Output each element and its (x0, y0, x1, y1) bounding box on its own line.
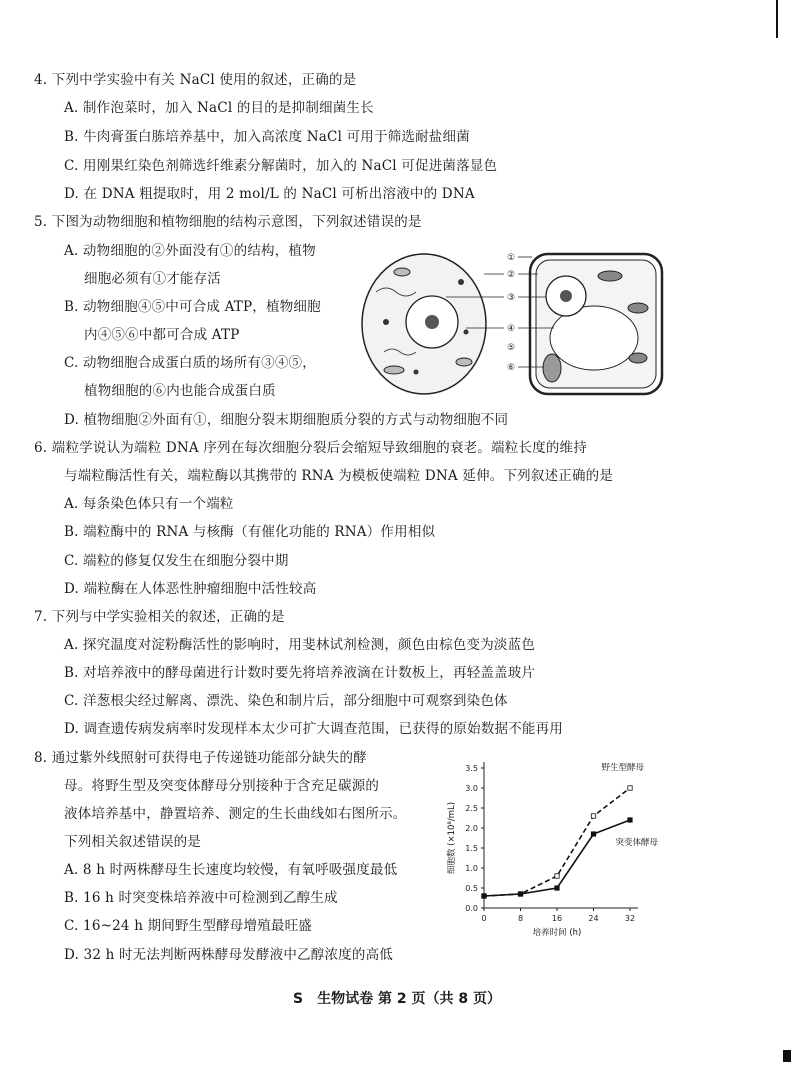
label-1: ① (507, 253, 516, 263)
y-axis-label: 细胞数 (×10⁸/mL) (447, 801, 457, 875)
q7-option-d: D. 调查遗传病发病率时发现样本太少可扩大调查范围，已获得的原始数据不能再用 (64, 721, 564, 737)
y-tick-label: 2.0 (465, 824, 478, 833)
y-tick-label: 0.0 (465, 904, 478, 913)
q8-stem-line2: 母。将野生型及突变体酵母分别接种于含充足碳源的 (64, 778, 380, 794)
cell-structure-diagram (356, 242, 668, 402)
y-tick-label: 3.0 (465, 784, 478, 793)
page-footer: S 生物试卷 第 2 页（共 8 页） (293, 991, 501, 1007)
q6-stem-line2: 与端粒酶活性有关，端粒酶以其携带的 RNA 为模板使端粒 DNA 延伸。下列叙述正确的是 (64, 468, 614, 484)
q4-option-b: B. 牛肉膏蛋白胨培养基中，加入高浓度 NaCl 可用于筛选耐盐细菌 (64, 129, 470, 145)
data-point (555, 874, 559, 878)
y-tick-label: 0.5 (465, 884, 478, 893)
data-point (482, 894, 486, 898)
series-line-mutant (484, 820, 630, 896)
label-3: ③ (507, 293, 516, 303)
q5-option-d: D. 植物细胞②外面有①，细胞分裂末期细胞质分裂的方式与动物细胞不同 (64, 412, 509, 428)
data-point (628, 818, 632, 822)
q7-option-c: C. 洋葱根尖经过解离、漂洗、染色和制片后，部分细胞中可观察到染色体 (64, 693, 508, 709)
q8-option-a: A. 8 h 时两株酵母生长速度均较慢，有氧呼吸强度最低 (64, 862, 398, 878)
q4-option-a: A. 制作泡菜时，加入 NaCl 的目的是抑制细菌生长 (64, 100, 374, 116)
q5-option-b-line2: 内④⑤⑥中都可合成 ATP (84, 327, 240, 343)
x-tick-label: 0 (481, 914, 487, 923)
data-point (518, 892, 522, 896)
plant-mitochondrion (543, 354, 561, 382)
scan-edge-mark (776, 0, 778, 38)
label-5: ⑤ (507, 343, 516, 353)
q7-stem: 7. 下列与中学实验相关的叙述，正确的是 (34, 609, 285, 625)
data-point (628, 786, 632, 790)
y-tick-label: 3.5 (465, 764, 478, 773)
q4-option-d: D. 在 DNA 粗提取时，用 2 mol/L 的 NaCl 可析出溶液中的 DNA (64, 186, 475, 202)
q5-option-b-line1: B. 动物细胞④⑤中可合成 ATP，植物细胞 (64, 299, 321, 315)
data-point (555, 886, 559, 890)
q7-option-a: A. 探究温度对淀粉酶活性的影响时，用斐林试剂检测，颜色由棕色变为淡蓝色 (64, 637, 536, 653)
data-point (591, 814, 595, 818)
q8-option-b: B. 16 h 时突变株培养液中可检测到乙醇生成 (64, 890, 338, 906)
q8-stem-line4: 下列相关叙述错误的是 (64, 834, 201, 850)
label-4: ④ (507, 324, 516, 334)
q5-option-a-line1: A. 动物细胞的②外面没有①的结构，植物 (64, 243, 316, 259)
data-point (591, 832, 595, 836)
x-tick-label: 32 (624, 914, 636, 923)
plant-chloroplast (598, 271, 622, 281)
q6-option-b: B. 端粒酶中的 RNA 与核酶（有催化功能的 RNA）作用相似 (64, 524, 436, 540)
x-tick-label: 16 (551, 914, 563, 923)
scan-corner-mark (783, 1050, 791, 1062)
y-tick-label: 2.5 (465, 804, 478, 813)
q6-stem-line1: 6. 端粒学说认为端粒 DNA 序列在每次细胞分裂后会缩短导致细胞的衰老。端粒长度的维持 (34, 440, 587, 456)
q6-option-a: A. 每条染色体只有一个端粒 (64, 496, 234, 512)
q8-option-d: D. 32 h 时无法判断两株酵母发酵液中乙醇浓度的高低 (64, 947, 393, 963)
q7-option-b: B. 对培养液中的酵母菌进行计数时要先将培养液滴在计数板上，再轻盖盖玻片 (64, 665, 536, 681)
y-tick-label: 1.0 (465, 864, 478, 873)
growth-curve-chart (432, 752, 662, 942)
q8-option-c: C. 16~24 h 期间野生型酵母增殖最旺盛 (64, 918, 312, 934)
q8-stem-line1: 8. 通过紫外线照射可获得电子传递链功能部分缺失的酵 (34, 750, 367, 766)
x-tick-label: 24 (588, 914, 599, 923)
q6-option-c: C. 端粒的修复仅发生在细胞分裂中期 (64, 553, 289, 569)
animal-mitochondrion (384, 366, 404, 374)
legend-mutant: 突变体酵母 (615, 838, 658, 848)
q5-option-a-line2: 细胞必须有①才能存活 (84, 271, 221, 287)
q5-option-c-line1: C. 动物细胞合成蛋白质的场所有③④⑤， (64, 355, 316, 371)
q4-option-c: C. 用刚果红染色剂筛选纤维素分解菌时，加入的 NaCl 可促进菌落显色 (64, 158, 498, 174)
label-2: ② (507, 270, 516, 280)
series-line-wild-type (484, 788, 630, 896)
q6-option-d: D. 端粒酶在人体恶性肿瘤细胞中活性较高 (64, 581, 317, 597)
q4-stem: 4. 下列中学实验中有关 NaCl 使用的叙述，正确的是 (34, 72, 357, 88)
q8-stem-line3: 液体培养基中，静置培养、测定的生长曲线如右图所示。 (64, 806, 407, 822)
q5-stem: 5. 下图为动物细胞和植物细胞的结构示意图，下列叙述错误的是 (34, 214, 422, 230)
x-axis-label: 培养时间 (h) (532, 928, 582, 938)
legend-wild-type: 野生型酵母 (601, 763, 644, 773)
y-tick-label: 1.5 (465, 844, 478, 853)
label-6: ⑥ (507, 363, 516, 373)
x-tick-label: 8 (517, 914, 524, 923)
q5-option-c-line2: 植物细胞的⑥内也能合成蛋白质 (84, 383, 276, 399)
